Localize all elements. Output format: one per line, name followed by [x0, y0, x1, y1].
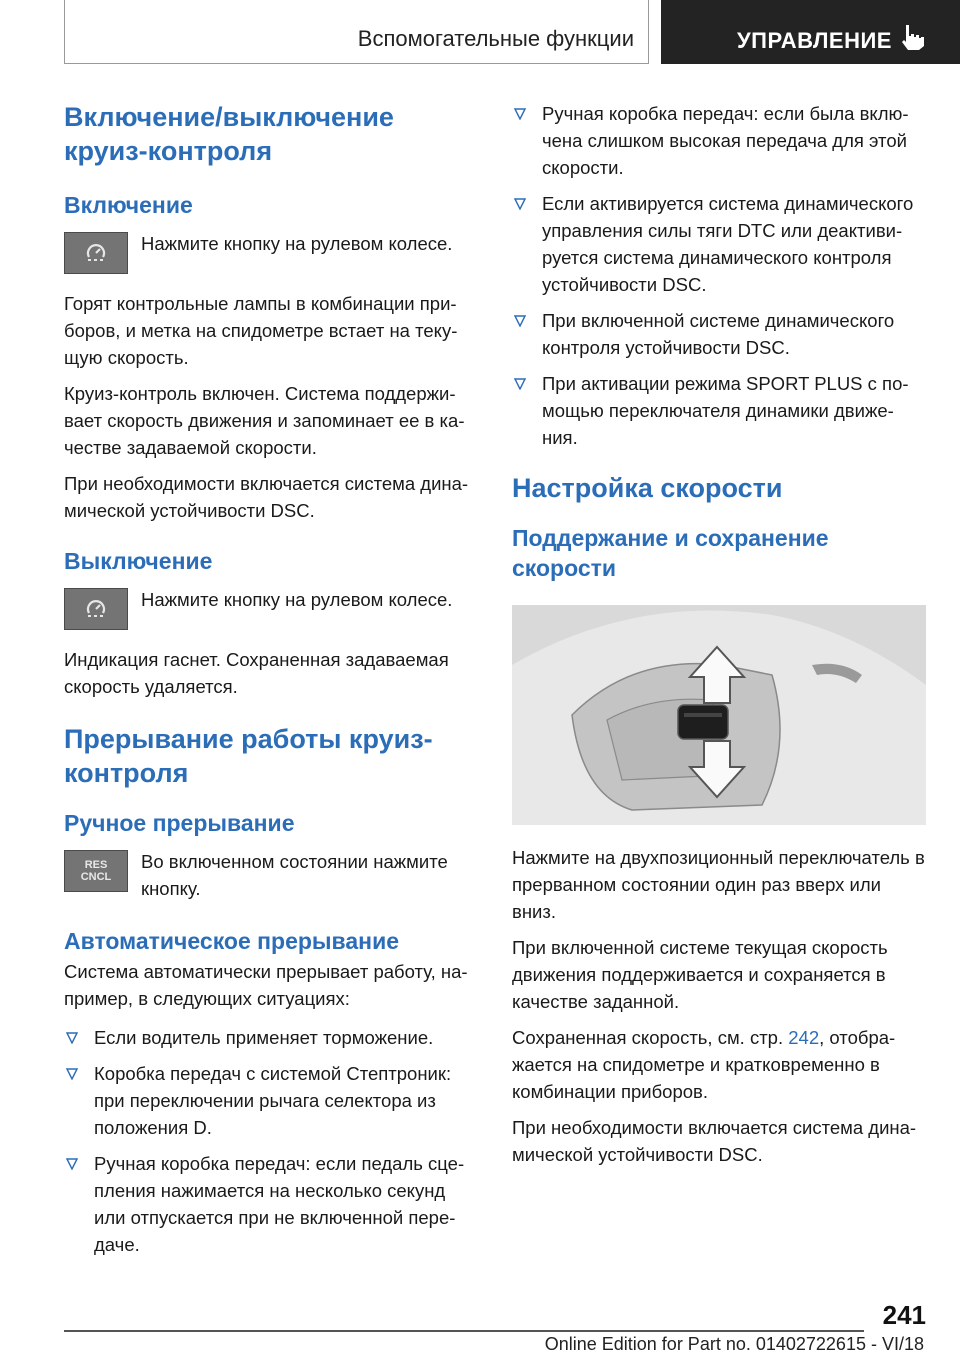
switch-on-instruction: Нажмите кнопку на рулевом колесе. [141, 233, 453, 254]
list-item-text: При включенной системе динамического контроля устойчивости DSC. [542, 310, 895, 358]
subheading-automatic-interruption: Автоматическое прерывание [64, 928, 400, 954]
section-heading-speed-setting: Настройка скорости [512, 473, 783, 503]
list-item-text: Если активируется система динамического управления силы тяги DTC или деактиви-руется система динамического контроля устойчивости DSC. [542, 193, 914, 295]
triangle-bullet-icon [66, 1032, 78, 1044]
triangle-bullet-icon [514, 378, 526, 390]
subheading-maintain-speed: Поддержание и сохранение скорости [512, 525, 829, 581]
subheading-manual-interruption: Ручное прерывание [64, 810, 295, 836]
switch-on-paragraph-2: Круиз-контроль включен. Система поддержи-вает скорость движения и запоминает ее в ка-честве задаваемой скорости. [64, 383, 465, 458]
triangle-bullet-icon [514, 108, 526, 120]
switch-on-paragraph-1: Горят контрольные лампы в комбинации при-боров, и метка на спидометре встает на теку-щую скорость. [64, 293, 458, 368]
speed-paragraph-3-start: Сохраненная скорость, см. стр. [512, 1027, 789, 1048]
right-column [512, 100, 926, 1177]
triangle-bullet-icon [514, 315, 526, 327]
list-item [64, 1060, 478, 1141]
section-heading-cruise-toggle: Включение/выключение круиз-контроля [64, 102, 394, 166]
header-chapter-title: УПРАВЛЕНИЕ [737, 28, 892, 53]
header-chapter-tab [661, 0, 960, 64]
triangle-bullet-icon [66, 1158, 78, 1170]
list-item [512, 190, 926, 298]
cruise-button-image [64, 232, 128, 274]
manual-interruption-row [64, 848, 478, 902]
subheading-switch-on: Включение [64, 192, 193, 218]
switch-on-paragraph-3: При необходимости включается система дина-мической устойчивости DSC. [64, 473, 469, 521]
footer-divider [64, 1330, 864, 1332]
list-item-text: Ручная коробка передач: если педаль сце-пления нажимается на несколько секунд или отпускается при не включенной пере-даче. [94, 1153, 465, 1255]
page-number: 241 [882, 1300, 926, 1330]
pointing-hand-icon [897, 22, 927, 52]
list-item-text: Ручная коробка передач: если была вклю-чена слишком высокая передача для этой скорости. [542, 103, 909, 178]
res-label: RES [84, 859, 108, 871]
switch-off-instruction: Нажмите кнопку на рулевом колесе. [141, 589, 453, 610]
cruise-control-icon [83, 598, 109, 620]
page-reference-link[interactable]: 242 [788, 1027, 820, 1048]
triangle-bullet-icon [66, 1068, 78, 1080]
speed-paragraph-4: При необходимости включается система дина-мической устойчивости DSC. [512, 1117, 917, 1165]
triangle-bullet-icon [514, 198, 526, 210]
cncl-label: CNCL [80, 871, 112, 883]
speed-paragraph-3-end: , отобра-жается на спидометре и кратковременно в комбинации приборов. [512, 1027, 896, 1102]
speed-paragraph-3 [512, 1024, 926, 1105]
section-heading-interruption: Прерывание работы круиз-контроля [64, 724, 433, 788]
manual-interruption-instruction: Во включенном состоянии нажмите кнопку. [141, 851, 448, 899]
switch-off-paragraph-1: Индикация гаснет. Сохраненная задаваемая скорость удаляется. [64, 649, 449, 697]
list-item-text: Коробка передач с системой Стептроник: при переключении рычага селектора из положения D. [94, 1063, 452, 1138]
automatic-interruption-intro: Система автоматически прерывает работу, на-пример, в следующих ситуациях: [64, 961, 468, 1009]
cruise-control-icon [83, 242, 109, 264]
left-column [64, 100, 478, 1272]
footer-edition: Online Edition for Part no. 01402722615 - VI/18 [544, 1334, 924, 1354]
header-section-box [64, 0, 649, 64]
cruise-button-image [64, 588, 128, 630]
list-item [64, 1024, 478, 1051]
speed-paragraph-1: Нажмите на двухпозиционный переключатель в прерванном состоянии один раз вверх или вниз. [512, 847, 925, 922]
automatic-interruption-list [64, 1024, 478, 1258]
speed-paragraph-2: При включенной системе текущая скорость движения поддерживается и сохраняется в качестве заданной. [512, 937, 888, 1012]
list-item [512, 307, 926, 361]
automatic-interruption-list-continued [512, 100, 926, 451]
list-item [512, 100, 926, 181]
list-item [512, 370, 926, 451]
subheading-switch-off: Выключение [64, 548, 213, 574]
list-item-text: Если водитель применяет торможение. [94, 1027, 434, 1048]
steering-wheel-rocker-switch-image [512, 605, 926, 825]
res-cncl-button-image [64, 850, 128, 892]
switch-off-row [64, 586, 478, 630]
list-item-text: При активации режима SPORT PLUS с по-мощью переключателя динамики движе-ния. [542, 373, 909, 448]
header-section-title: Вспомогательные функции [357, 26, 634, 51]
list-item [64, 1150, 478, 1258]
switch-on-row [64, 230, 478, 274]
